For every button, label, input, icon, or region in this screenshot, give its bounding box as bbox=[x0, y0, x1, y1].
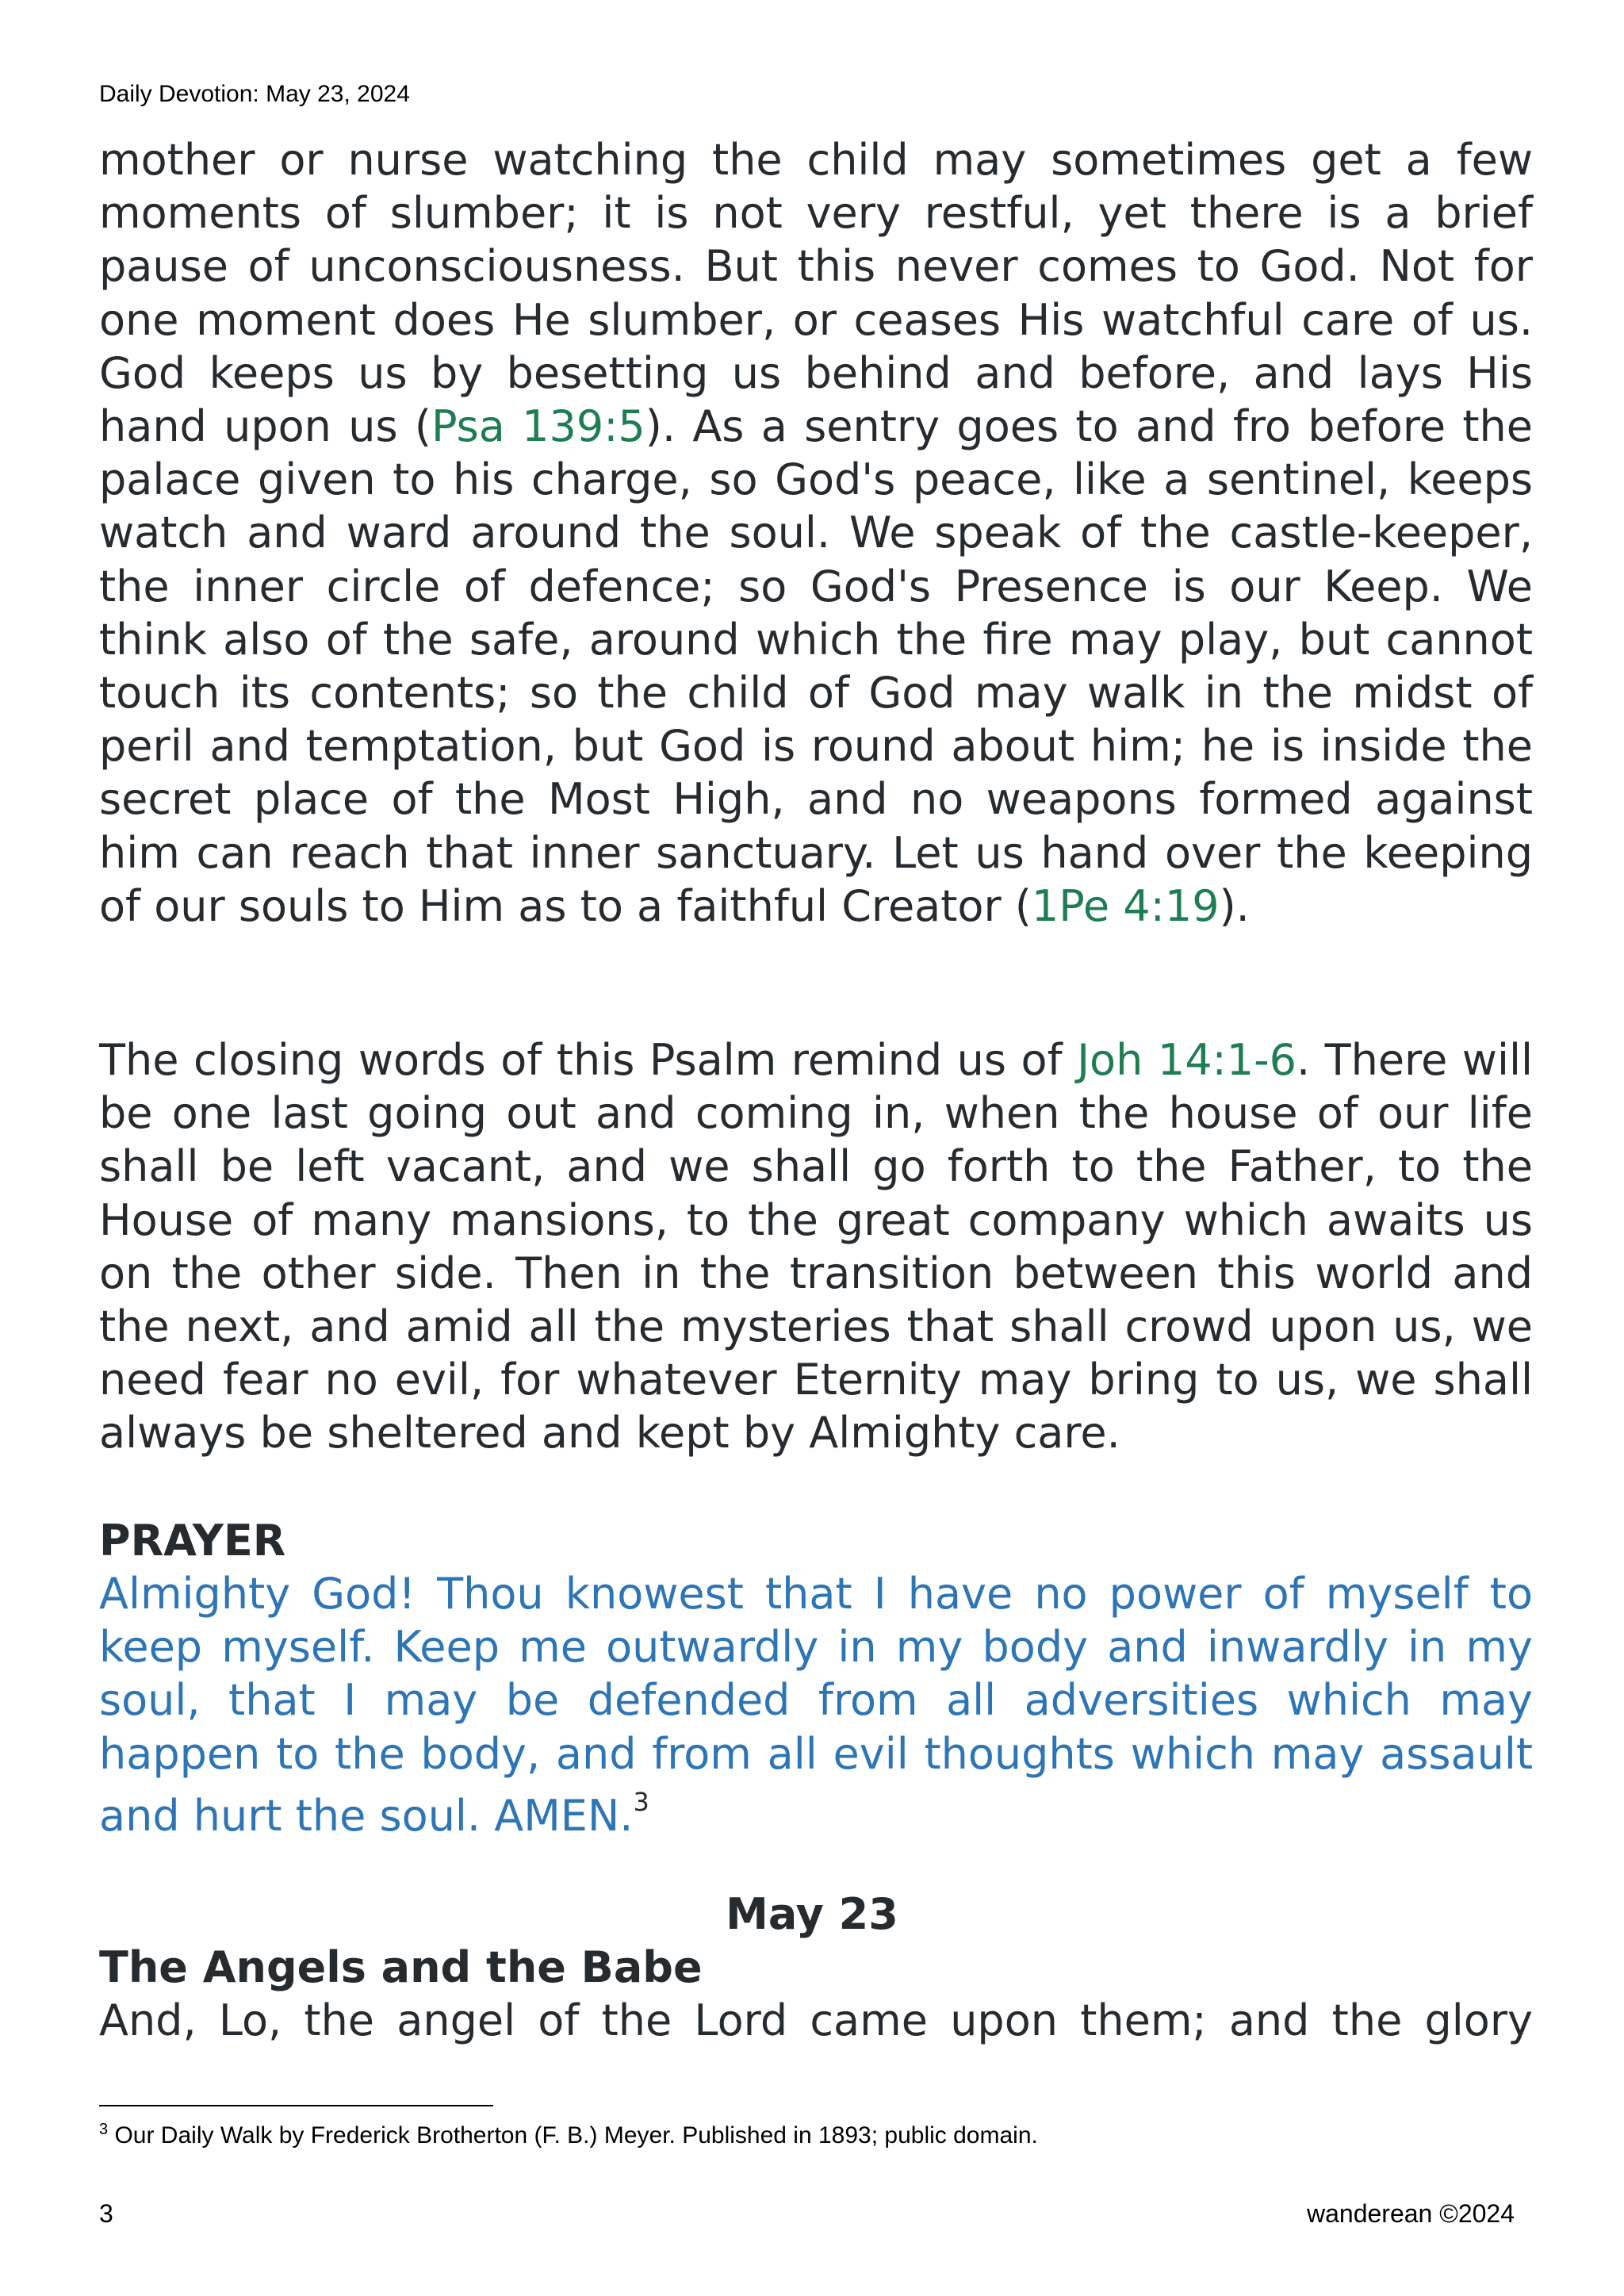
devotion-paragraph-2 bbox=[99, 1033, 1533, 1460]
entry-date-heading: May 23 bbox=[726, 1889, 898, 1939]
scripture-reference-link[interactable]: Psa 139:5 bbox=[431, 401, 645, 452]
paragraph-text: . There will be one last going out and coming in, when the house of our life shall be left vacant, and we shall go forth to the Father, to the House of many mansions, to the great company which awaits us on the other side. Then in the transition between this world and the next, and amid all the mysteries that shall crowd upon us, we need fear no evil, for whatever Eternity may bring to us, we shall always be sheltered and kept by Almighty care. bbox=[99, 1035, 1533, 1458]
footnote bbox=[99, 2121, 1038, 2149]
scripture-reference-link[interactable]: Joh 14:1-6 bbox=[1077, 1035, 1297, 1085]
footnote-mark: 3 bbox=[99, 2121, 109, 2138]
copyright-notice: wanderean ©2024 bbox=[1307, 2199, 1515, 2228]
footnote-text: Our Daily Walk by Frederick Brotherton (F. B.) Meyer. Published in 1893; public domain. bbox=[108, 2122, 1038, 2148]
scripture-reference-link[interactable]: 1Pe 4:19 bbox=[1031, 880, 1220, 931]
prayer-text bbox=[99, 1567, 1533, 1842]
prayer-body: Almighty God! Thou knowest that I have no power of myself to keep myself. Keep me outwardly in my body and inwardly in my soul, that I may be defended from all adversities which may happen to the body, and from all evil thoughts which may assault and hurt the soul. AMEN. bbox=[99, 1569, 1533, 1841]
paragraph-text: mother or nurse watching the child may sometimes get a few moments of slumber; it is not very restful, yet there is a brief pause of unconsciousness. But this never comes to God. Not for one moment does He slumber, or ceases His watchful care of us. God keeps us by besetting us behind and before, and lays His hand upon us ( bbox=[99, 135, 1533, 452]
footnote-divider bbox=[99, 2105, 493, 2106]
paragraph-text: ). As a sentry goes to and fro before the palace given to his charge, so God's peace, like a sentinel, keeps watch and ward around the soul. We speak of the castle-keeper, the inner circle of defence; so God's Presence is our Keep. We think also of the safe, around which the fire may play, but cannot touch its contents; so the child of God may walk in the midst of peril and temptation, but God is round about him; he is inside the secret place of the Most High, and no weapons formed against him can reach that inner sanctuary. Let us hand over the keeping of our souls to Him as to a faithful Creator ( bbox=[99, 401, 1533, 931]
paragraph-text: ). bbox=[1219, 880, 1250, 931]
prayer-heading: PRAYER bbox=[99, 1516, 286, 1566]
footnote-reference[interactable]: 3 bbox=[633, 1786, 649, 1817]
entry-title-heading: The Angels and the Babe bbox=[99, 1942, 703, 1992]
devotion-paragraph-1 bbox=[99, 133, 1533, 933]
page-number: 3 bbox=[99, 2199, 113, 2228]
entry-verse-text: And, Lo, the angel of the Lord came upon them; and the glory bbox=[99, 1995, 1533, 2045]
paragraph-text: The closing words of this Psalm remind us of bbox=[99, 1035, 1078, 1085]
page-header: Daily Devotion: May 23, 2024 bbox=[99, 81, 410, 107]
